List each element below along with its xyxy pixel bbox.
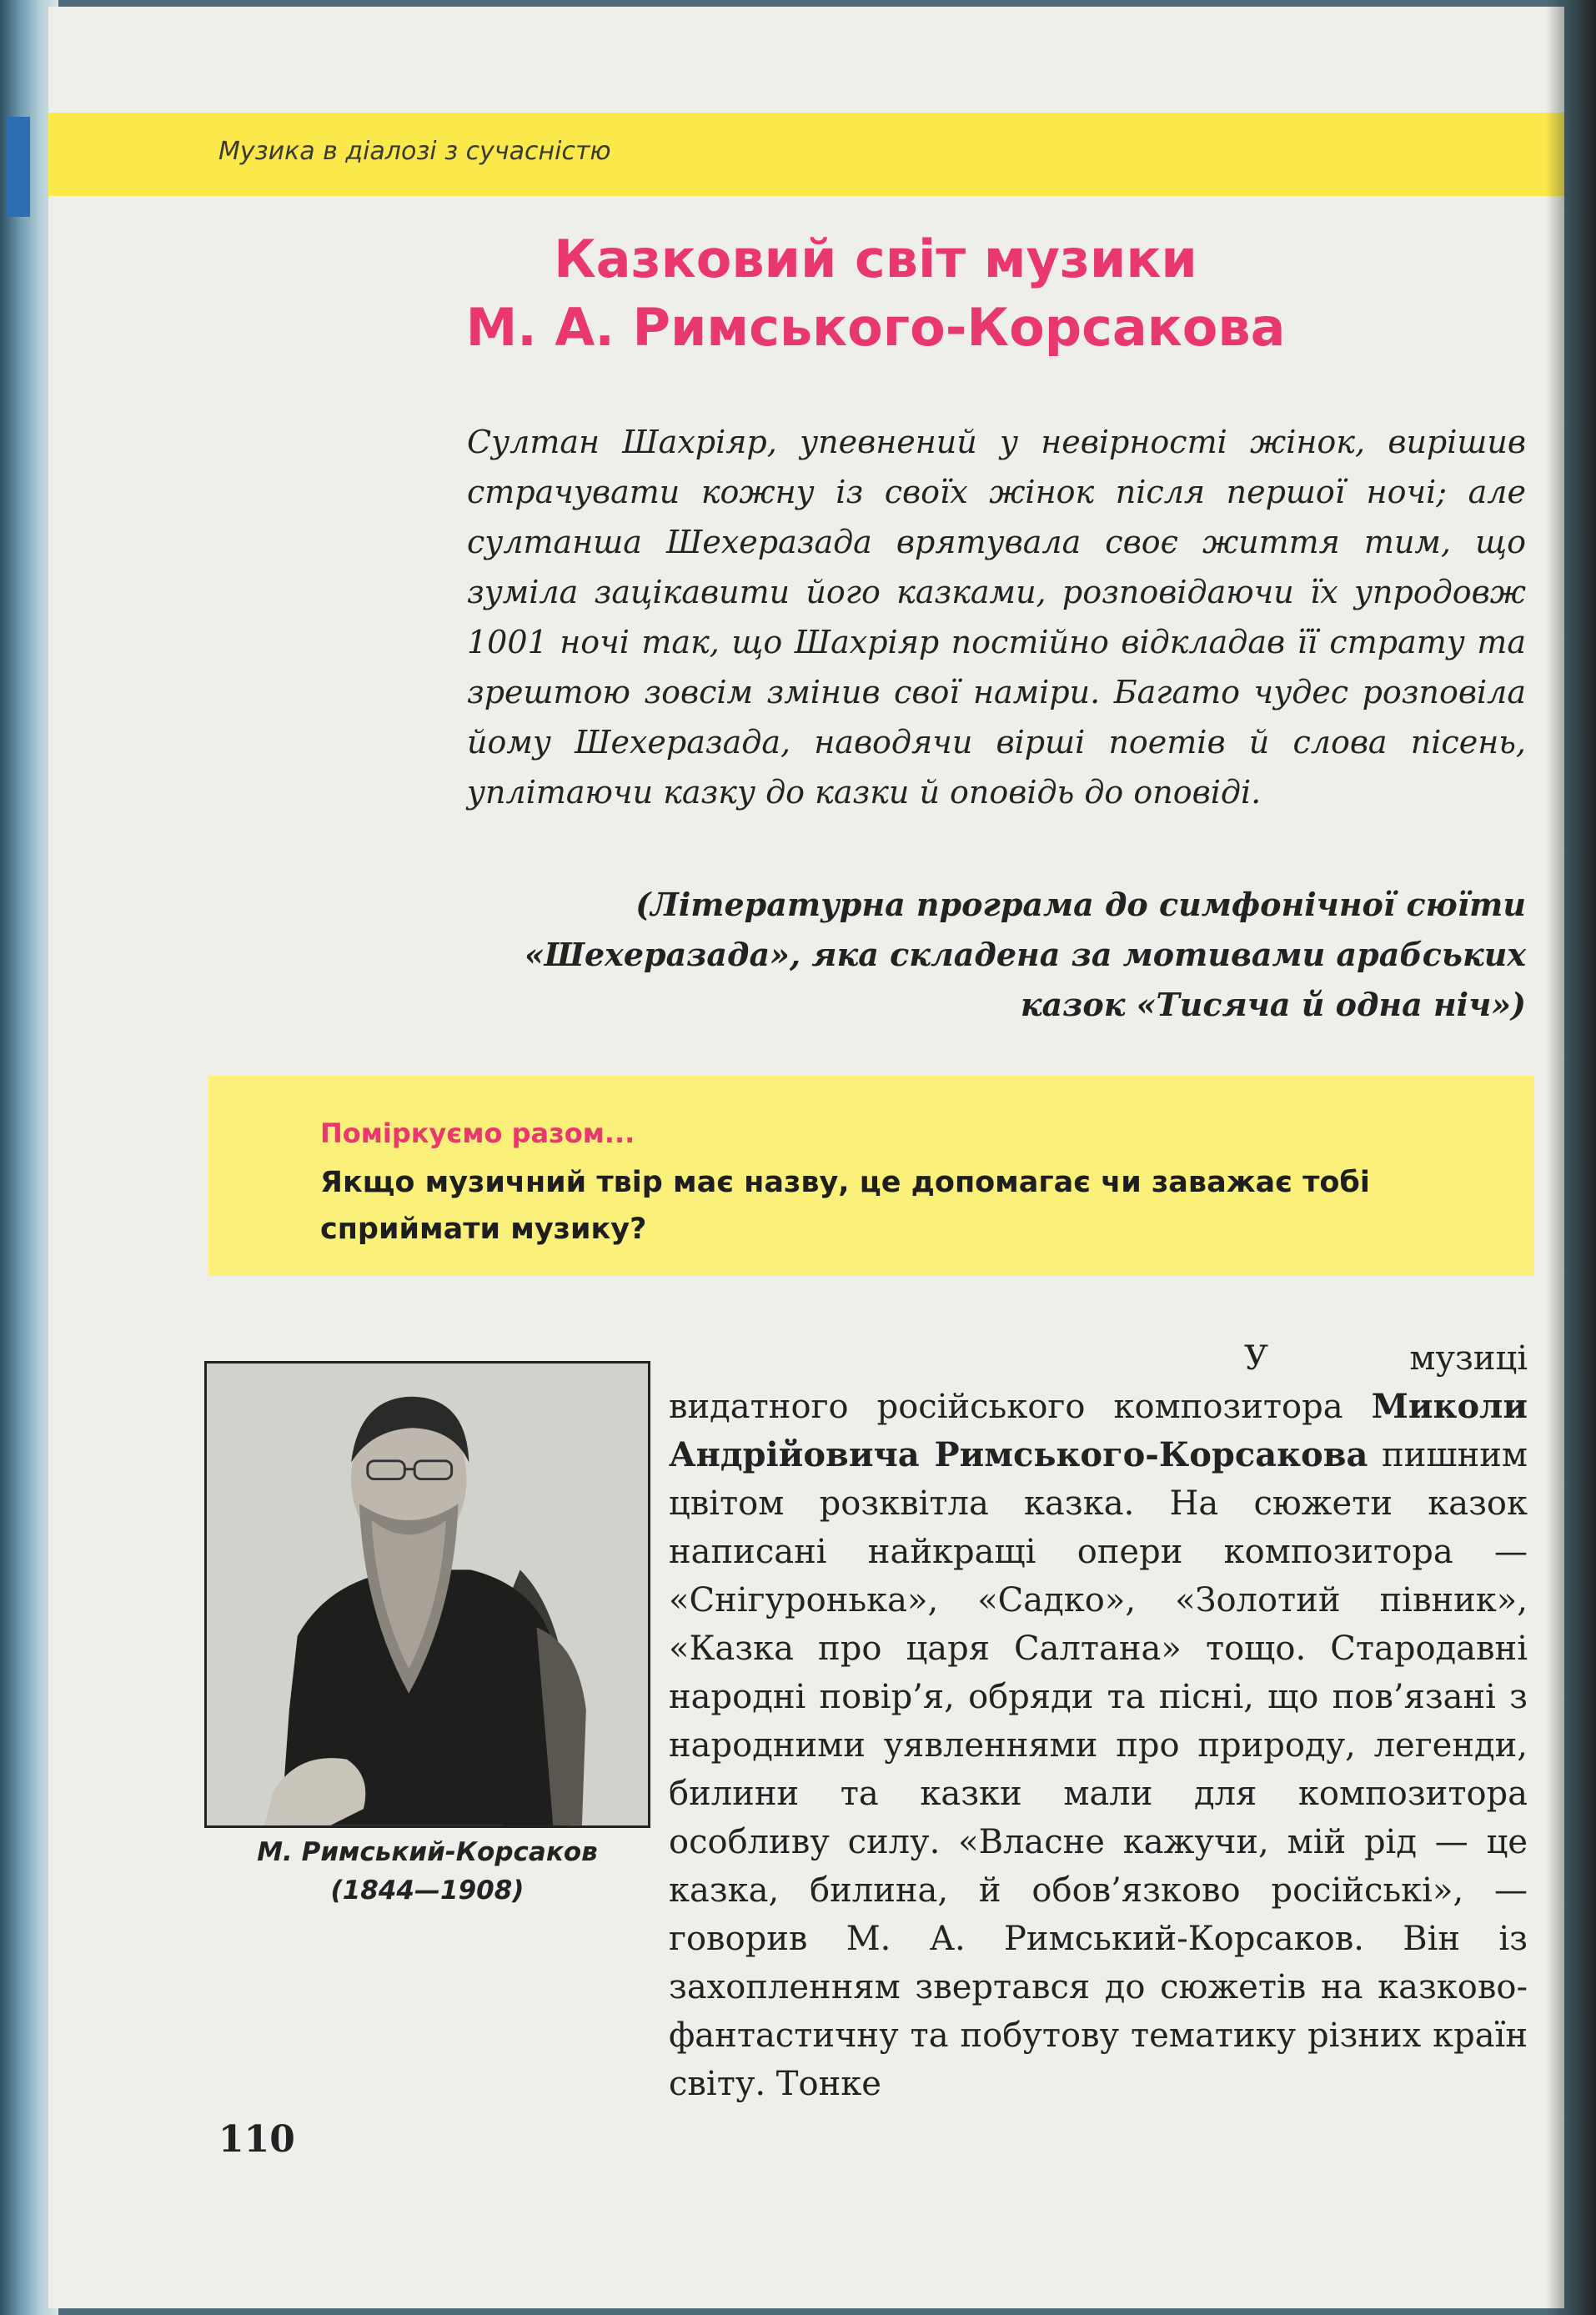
portrait-caption-years: (1844—1908) — [330, 1876, 524, 1906]
think-together-title: Поміркуємо разом... — [320, 1117, 635, 1149]
running-title: Музика в діалозі з сучасністю — [218, 137, 611, 166]
think-together-question: Якщо музичний твір має назву, це допомагає чи заважає тобі сприймати музику? — [320, 1166, 1370, 1246]
chapter-title — [250, 225, 1501, 362]
portrait-caption-name: М. Римський-Корсаков — [257, 1837, 598, 1867]
epigraph-source: (Літературна програма до симфонічної сюїти «Шехеразада», яка складена за мотивами арабських казок «Тисяча й одна ніч») — [524, 886, 1526, 1023]
chapter-title-line-1: Казковий світ музики — [554, 228, 1197, 289]
portrait-float-space — [218, 1368, 669, 2210]
spine-tab — [7, 117, 30, 217]
page-edge-shadow — [1546, 0, 1596, 2315]
body-paragraph — [218, 1334, 1528, 2210]
chapter-title-line-2: М. А. Римського-Корсакова — [465, 297, 1286, 358]
think-together-box — [208, 1076, 1534, 1276]
composer-name-bold: Миколи Андрійовича Римського-Корсакова — [669, 1387, 1528, 1474]
body-text: пишним цвітом розквітла казка. На сюжети казок написані найкращі опери композитора — «Снігуронька», «Садко», «Золотий півник», «Казка про царя Салтана» тощо. Стародавні народні повір’я, обряди та пісні, що пов’язані з народними уявленнями про природу, легенди, билини та казки мали для композитора особливу силу. «Власне кажучи, мій рід — це казка, билина, й обов’язково російські», — говорив М. А. Римський-Корсаков. Він із захопленням звертався до сюжетів на казково-фантастичну та побутову тематику різних країн світу. Тонке — [669, 1436, 1528, 2103]
page-number: 110 — [218, 2118, 295, 2161]
body-intro: У музиці видатного російського композитора — [669, 1339, 1528, 1426]
epigraph-text: Султан Шахріяр, упевнений у невірності жінок, вирішив страчувати кожну із своїх жінок після першої ночі; але султанша Шехеразада врятувала своє життя тим, що зуміла зацікавити його казками, розповідаючи їх упродовж 1001 ночі так, що Шахріяр постійно відкладав її страту та зрештою зовсім змінив свої наміри. Багато чудес розповіла йому Шехеразада, наводячи вірші поетів й слова пісень, уплітаючи казку до казки й оповідь до оповіді. — [467, 424, 1526, 811]
